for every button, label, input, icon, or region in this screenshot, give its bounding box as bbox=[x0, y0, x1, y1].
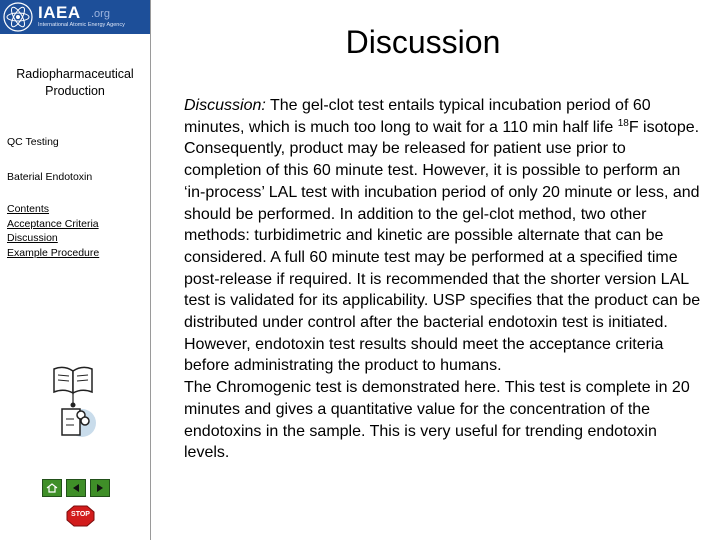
sidebar-links bbox=[7, 202, 99, 260]
sidebar bbox=[0, 0, 151, 540]
link-acceptance-criteria[interactable]: Acceptance Criteria bbox=[7, 217, 99, 230]
link-contents[interactable]: Contents bbox=[7, 203, 50, 215]
navigation-buttons bbox=[42, 479, 112, 499]
discussion-paragraph-2: The Chromogenic test is demonstrated here. This test is complete in 20 minutes and gives a quantitative value for the concentration of the endotoxins in the sample. This is very useful for trending endotoxin levels. bbox=[184, 379, 690, 462]
link-example-procedure[interactable]: Example Procedure bbox=[7, 246, 100, 259]
logo-subtitle: International Atomic Energy Agency bbox=[38, 22, 125, 28]
paragraph-1-part-b: F isotope. Consequently, product may be released for patient use prior to completion of this 60 minute test. However, it is possible to perform an ‘in-process’ LAL test with incubation period of only 20 minute or less, and should be performed. In addition to the gel-clot method, two other methods: turbidimetric and kinetic are possible alternate that can be considered. A full 60 minute test may be performed at a specified time post-release if required. It is recommended that the shorter version LAL test is validated for its applicability. USP specifies that the product can be distributed under control after the bacterial endotoxin test is initiated. However, endotoxin test results should meet the acceptance criteria before administrating the product to humans. bbox=[184, 118, 701, 375]
forward-arrow-icon[interactable] bbox=[90, 479, 110, 497]
book-reading-icon bbox=[50, 363, 98, 443]
sidebar-item-endotoxin: Baterial Endotoxin bbox=[7, 171, 93, 183]
page-title: Discussion bbox=[345, 24, 501, 60]
logo-suffix: .org bbox=[91, 8, 110, 20]
atom-logo-icon bbox=[3, 2, 33, 32]
stop-label: STOP bbox=[71, 511, 90, 518]
sidebar-item-qc-testing: QC Testing bbox=[7, 136, 59, 148]
link-discussion[interactable]: Discussion bbox=[7, 232, 58, 244]
back-arrow-icon[interactable] bbox=[66, 479, 86, 497]
isotope-mass-number: 18 bbox=[617, 117, 629, 129]
discussion-paragraph-1 bbox=[184, 95, 704, 377]
discussion-lead-label: Discussion: bbox=[184, 97, 266, 114]
home-icon[interactable] bbox=[42, 479, 62, 497]
stop-button[interactable] bbox=[66, 505, 95, 527]
logo-name: IAEA bbox=[38, 3, 81, 22]
paragraph-1-part-a: The gel-clot test entails typical incubation period of 60 minutes, which is much too long to wait for a 110 min half life bbox=[184, 97, 651, 136]
sidebar-heading: Radiopharmaceutical Production bbox=[16, 67, 134, 98]
iaea-logo[interactable] bbox=[0, 0, 150, 34]
discussion-body bbox=[184, 95, 704, 464]
